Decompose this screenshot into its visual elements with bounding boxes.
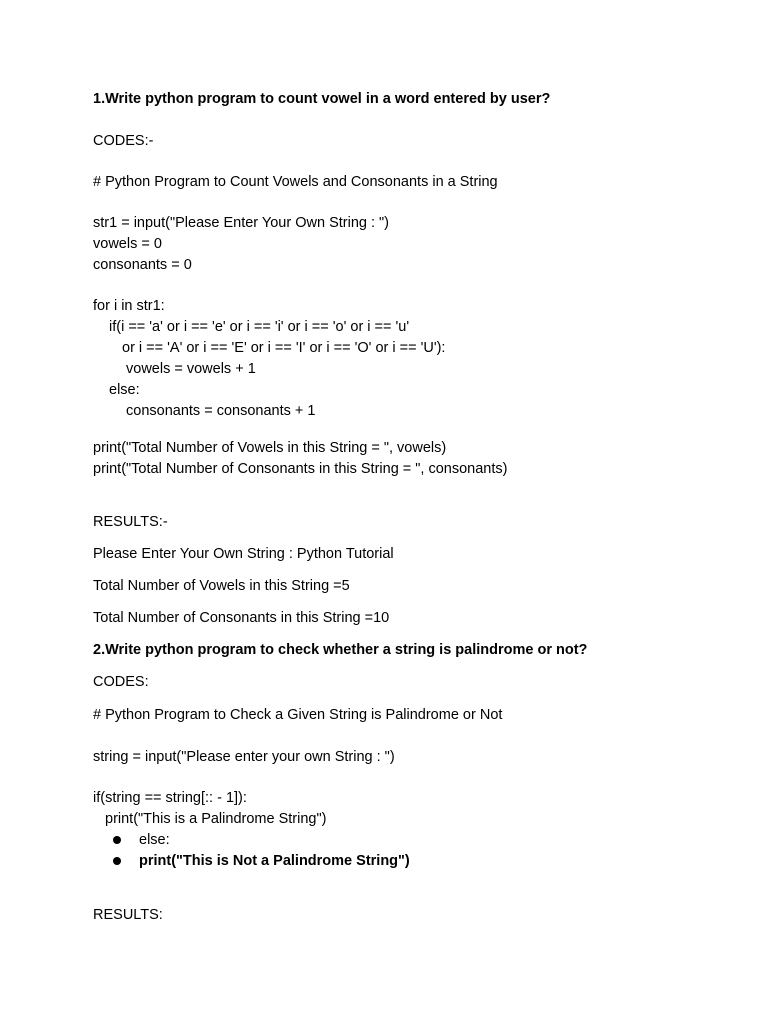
code-line: or i == 'A' or i == 'E' or i == 'I' or i == 'O' or i == 'U'): <box>122 340 446 356</box>
code-line: for i in str1: <box>93 298 165 314</box>
q1-comment: # Python Program to Count Vowels and Consonants in a String <box>93 174 498 190</box>
code-line: string = input("Please enter your own String : ") <box>93 749 395 765</box>
code-line: if(i == 'a' or i == 'e' or i == 'i' or i == 'o' or i == 'u' <box>109 319 410 335</box>
q2-results-label: RESULTS: <box>93 907 163 923</box>
q1-results-label: RESULTS:- <box>93 514 168 530</box>
bullet-item: else: <box>139 832 170 848</box>
q1-codes-label: CODES:- <box>93 133 154 149</box>
q1-heading: 1.Write python program to count vowel in a word entered by user? <box>93 91 551 107</box>
code-line: str1 = input("Please Enter Your Own String : ") <box>93 215 390 231</box>
q2-codes-label: CODES: <box>93 674 149 690</box>
result-line: Please Enter Your Own String : Python Tutorial <box>93 546 394 562</box>
code-line: print("Total Number of Vowels in this String = ", vowels) <box>93 440 447 456</box>
code-line: print("This is a Palindrome String") <box>105 811 327 827</box>
result-line: Total Number of Vowels in this String =5 <box>93 578 350 594</box>
code-line: consonants = consonants + 1 <box>126 403 316 419</box>
result-line: Total Number of Consonants in this String =10 <box>93 610 390 626</box>
code-line: if(string == string[:: - 1]): <box>93 790 247 806</box>
code-line: vowels = 0 <box>93 236 162 252</box>
code-line: consonants = 0 <box>93 257 192 273</box>
q2-comment: # Python Program to Check a Given String is Palindrome or Not <box>93 707 503 723</box>
code-line: print("Total Number of Consonants in this String = ", consonants) <box>93 461 508 477</box>
code-line: else: <box>109 382 140 398</box>
code-line: vowels = vowels + 1 <box>126 361 256 377</box>
bullet-icon <box>113 857 121 865</box>
bullet-item: print("This is Not a Palindrome String") <box>139 853 410 869</box>
bullet-icon <box>113 836 121 844</box>
q2-heading: 2.Write python program to check whether a string is palindrome or not? <box>93 642 588 658</box>
